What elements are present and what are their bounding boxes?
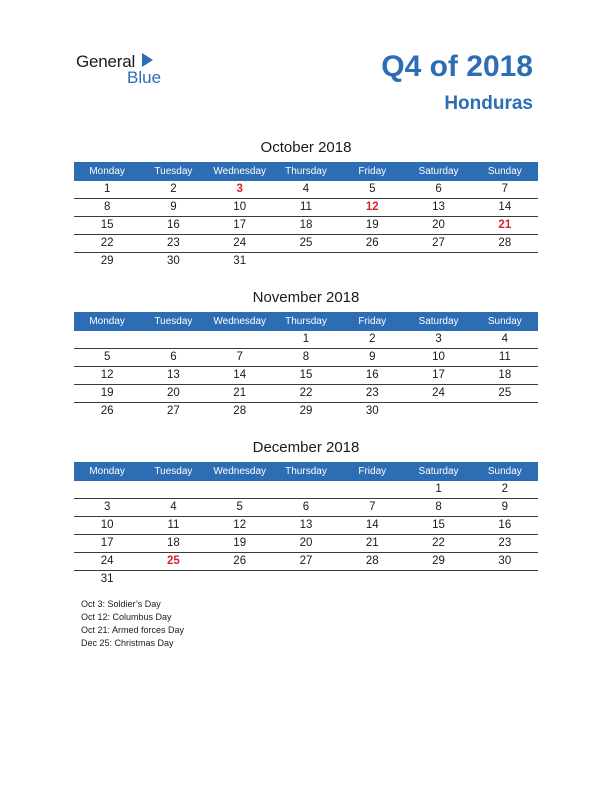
day-cell: 9 (501, 501, 509, 513)
day-cell (273, 481, 339, 498)
day-cell: 5 (103, 351, 111, 363)
day-cell (405, 403, 471, 420)
day-cell: 16 (365, 369, 379, 381)
day-cell: 26 (100, 405, 114, 417)
day-cell: 8 (103, 201, 111, 213)
week-row (74, 403, 538, 420)
weekday-label: Sunday (487, 166, 522, 177)
weekday-label: Wednesday (213, 316, 267, 327)
day-cell: 1 (302, 333, 310, 345)
day-cell: 2 (170, 183, 177, 195)
day-cell: 26 (365, 237, 379, 249)
day-cell (273, 253, 339, 270)
day-cell (339, 481, 405, 498)
day-cell: 29 (100, 255, 114, 267)
day-cell (140, 571, 206, 588)
day-cell: 12 (233, 519, 247, 531)
day-cell: 27 (167, 405, 180, 417)
weekday-label: Wednesday (213, 466, 267, 477)
day-cell: 12 (365, 201, 379, 213)
month-grid (74, 481, 538, 588)
month-title: December 2018 (252, 439, 360, 456)
day-cell: 27 (432, 237, 445, 249)
holiday-note: Oct 12: Columbus Day (81, 612, 172, 622)
day-cell: 17 (233, 219, 247, 231)
day-cell: 4 (302, 183, 310, 195)
day-cell: 20 (299, 537, 313, 549)
country-subtitle: Honduras (444, 93, 533, 114)
day-cell: 24 (233, 237, 247, 249)
weekday-label: Monday (89, 466, 125, 477)
day-cell: 9 (369, 351, 376, 363)
weekday-label: Monday (89, 166, 125, 177)
week-row (74, 181, 538, 199)
day-cell: 13 (299, 519, 313, 531)
month-grid (74, 331, 538, 420)
day-cell: 17 (100, 537, 114, 549)
day-cell: 2 (369, 333, 376, 345)
day-cell (140, 481, 206, 498)
day-cell: 10 (233, 201, 247, 213)
day-cell (472, 571, 538, 588)
weekday-label: Wednesday (213, 166, 267, 177)
day-cell: 9 (170, 201, 177, 213)
day-cell: 29 (299, 405, 313, 417)
month-title: October 2018 (260, 139, 352, 156)
month-november (74, 287, 538, 420)
day-cell: 25 (498, 387, 512, 399)
day-cell: 26 (233, 555, 247, 567)
day-cell: 5 (236, 501, 243, 513)
weekday-label: Tuesday (154, 466, 193, 477)
day-cell (74, 331, 140, 348)
day-cell: 6 (170, 351, 177, 363)
day-cell (207, 481, 273, 498)
day-cell: 13 (167, 369, 180, 381)
weekday-header (74, 312, 538, 331)
week-row (74, 535, 538, 553)
day-cell: 28 (365, 555, 379, 567)
day-cell: 11 (167, 519, 180, 531)
day-cell: 7 (369, 501, 376, 513)
day-cell: 14 (498, 201, 512, 213)
day-cell (74, 481, 140, 498)
day-cell (207, 571, 273, 588)
month-title: November 2018 (252, 289, 360, 306)
day-cell: 25 (167, 555, 180, 567)
week-row (74, 331, 538, 349)
weekday-header (74, 462, 538, 481)
day-cell: 27 (299, 555, 313, 567)
weekday-label: Tuesday (154, 316, 193, 327)
month-october (74, 137, 538, 270)
day-cell: 6 (435, 183, 442, 195)
weekday-label: Friday (358, 316, 387, 327)
weekday-label: Thursday (285, 166, 327, 177)
month-grid (74, 181, 538, 270)
day-cell: 11 (300, 201, 312, 213)
day-cell: 1 (103, 183, 111, 195)
day-cell (207, 331, 273, 348)
day-cell: 12 (100, 369, 114, 381)
week-row (74, 553, 538, 571)
brand-logo (76, 52, 186, 88)
page-title: Q4 of 2018 (381, 50, 533, 83)
day-cell: 19 (100, 387, 114, 399)
weekday-label: Thursday (285, 316, 327, 327)
day-cell: 11 (498, 351, 511, 363)
week-row (74, 217, 538, 235)
day-cell: 4 (170, 501, 177, 513)
day-cell: 1 (435, 483, 442, 495)
day-cell: 7 (236, 351, 243, 363)
day-cell: 31 (233, 255, 247, 267)
day-cell: 22 (299, 387, 313, 399)
week-row (74, 385, 538, 403)
logo-text-general: General (76, 52, 136, 71)
day-cell: 30 (167, 255, 180, 267)
weekday-header (74, 162, 538, 181)
day-cell: 22 (432, 537, 445, 549)
day-cell: 18 (498, 369, 512, 381)
month-december (74, 437, 538, 588)
day-cell: 15 (299, 369, 313, 381)
day-cell: 28 (498, 237, 512, 249)
day-cell: 21 (365, 537, 379, 549)
holiday-notes (81, 598, 184, 650)
day-cell: 14 (365, 519, 379, 531)
day-cell: 21 (233, 387, 247, 399)
day-cell: 5 (369, 183, 376, 195)
day-cell: 7 (501, 183, 509, 195)
week-row (74, 199, 538, 217)
holiday-note: Oct 3: Soldier’s Day (81, 599, 161, 609)
day-cell: 16 (167, 219, 180, 231)
day-cell: 4 (501, 333, 509, 345)
weekday-label: Friday (358, 166, 387, 177)
day-cell: 3 (236, 183, 243, 195)
day-cell: 19 (233, 537, 247, 549)
day-cell (140, 331, 206, 348)
day-cell: 18 (167, 537, 180, 549)
week-row (74, 367, 538, 385)
day-cell (339, 571, 405, 588)
day-cell: 3 (435, 333, 442, 345)
weekday-label: Thursday (285, 466, 327, 477)
day-cell: 23 (167, 237, 180, 249)
weekday-label: Monday (89, 316, 125, 327)
day-cell: 6 (302, 501, 310, 513)
day-cell: 10 (100, 519, 114, 531)
week-row (74, 235, 538, 253)
day-cell: 29 (432, 555, 445, 567)
day-cell: 28 (233, 405, 247, 417)
weekday-label: Saturday (418, 166, 459, 177)
day-cell: 8 (302, 351, 310, 363)
day-cell: 14 (233, 369, 247, 381)
day-cell: 8 (435, 501, 442, 513)
weekday-label: Friday (358, 466, 387, 477)
day-cell: 15 (100, 219, 114, 231)
logo-text-blue: Blue (127, 68, 162, 87)
holiday-note: Oct 21: Armed forces Day (81, 625, 185, 635)
day-cell: 30 (365, 405, 379, 417)
day-cell (472, 403, 538, 420)
day-cell (405, 253, 471, 270)
day-cell: 21 (498, 219, 512, 231)
week-row (74, 349, 538, 367)
day-cell: 23 (365, 387, 379, 399)
day-cell: 18 (299, 219, 313, 231)
day-cell: 23 (498, 537, 512, 549)
week-row (74, 571, 538, 588)
day-cell: 13 (432, 201, 445, 213)
day-cell: 2 (501, 483, 509, 495)
day-cell: 24 (432, 387, 445, 399)
day-cell: 17 (432, 369, 445, 381)
weekday-label: Saturday (418, 466, 459, 477)
week-row (74, 253, 538, 270)
day-cell (405, 571, 471, 588)
weekday-label: Saturday (418, 316, 459, 327)
day-cell: 16 (498, 519, 512, 531)
week-row (74, 481, 538, 499)
day-cell: 30 (498, 555, 512, 567)
weekday-label: Sunday (487, 316, 522, 327)
day-cell: 25 (299, 237, 313, 249)
holiday-note: Dec 25: Christmas Day (81, 638, 174, 648)
day-cell: 20 (167, 387, 180, 399)
day-cell: 3 (103, 501, 111, 513)
weekday-label: Sunday (487, 466, 522, 477)
logo-flag-icon (142, 53, 153, 67)
day-cell (472, 253, 538, 270)
day-cell: 31 (100, 573, 114, 585)
week-row (74, 517, 538, 535)
day-cell: 10 (432, 351, 445, 363)
day-cell: 24 (100, 555, 114, 567)
day-cell: 20 (432, 219, 445, 231)
day-cell: 19 (365, 219, 379, 231)
day-cell (339, 253, 405, 270)
day-cell (273, 571, 339, 588)
weekday-label: Tuesday (154, 166, 193, 177)
day-cell: 15 (432, 519, 445, 531)
week-row (74, 499, 538, 517)
day-cell: 22 (100, 237, 114, 249)
